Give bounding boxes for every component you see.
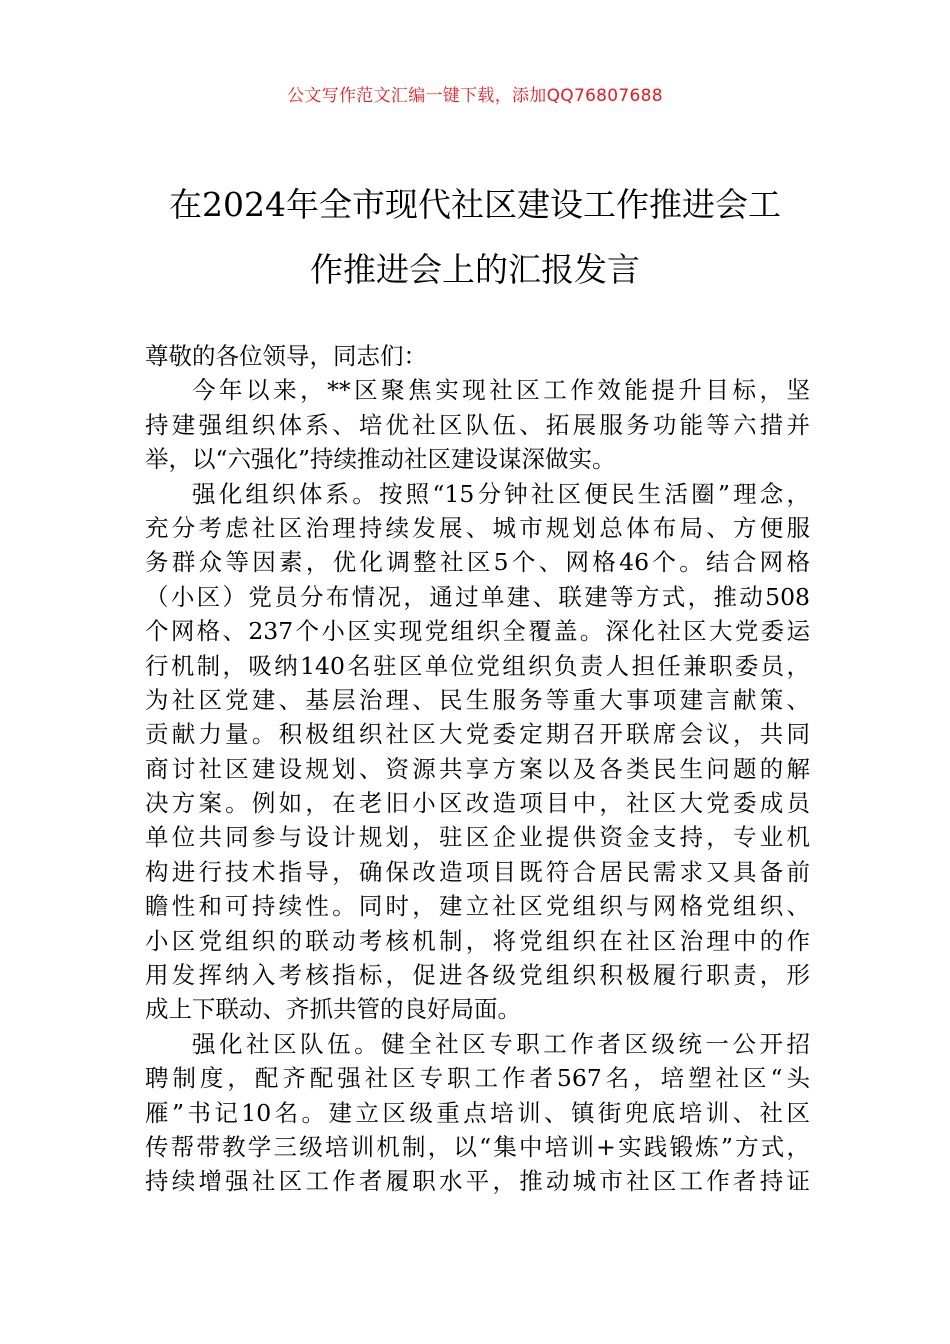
text-line: 持建强组织体系、培优社区队伍、拓展服务功能等六措并 [145,410,810,439]
text-line: 务群众等因素，优化调整社区5个、网格46个。结合网格 [145,548,810,577]
document-title [140,172,810,302]
text-line: 成上下联动、齐抓共管的良好局面。 [145,995,521,1024]
text-line: 个网格、237个小区实现党组织全覆盖。深化社区大党委运 [145,617,810,646]
title-line: 作推进会上的汇报发言 [310,250,640,289]
text-line: （小区）党员分布情况，通过单建、联建等方式，推动508 [145,582,810,611]
text-line: 聘制度，配齐配强社区专职工作者567名，培塑社区“头 [145,1064,810,1093]
text-line: 雁”书记10名。建立区级重点培训、镇街兜底培训、社区 [145,1098,810,1127]
text-line: 小区党组织的联动考核机制，将党组织在社区治理中的作 [145,926,810,955]
text-line: 构进行技术指导，确保改造项目既符合居民需求又具备前 [145,857,810,886]
text-line: 贡献力量。积极组织社区大党委定期召开联席会议，共同 [145,720,810,749]
document-body [145,339,810,1199]
text-line: 充分考虑社区治理持续发展、城市规划总体布局、方便服 [145,513,810,542]
text-line: 行机制，吸纳140名驻区单位党组织负责人担任兼职委员， [145,651,810,680]
text-line: 强化社区队伍。健全社区专职工作者区级统一公开招 [192,1029,810,1058]
title-line: 在2024年全市现代社区建设工作推进会工 [169,185,781,224]
text-line: 决方案。例如，在老旧小区改造项目中，社区大党委成员 [145,789,810,818]
text-line: 传帮带教学三级培训机制，以“集中培训+实践锻炼”方式， [145,1132,810,1161]
text-line: 用发挥纳入考核指标，促进各级党组织积极履行职责，形 [145,961,810,990]
text-line: 为社区党建、基层治理、民生服务等重大事项建言献策、 [145,685,810,714]
text-line: 强化组织体系。按照“15分钟社区便民生活圈”理念， [192,479,810,508]
download-notice: 公文写作范文汇编一键下载，添加QQ76807688 [287,86,663,106]
text-line: 今年以来，**区聚焦实现社区工作效能提升目标，坚 [192,376,810,405]
text-line: 瞻性和可持续性。同时，建立社区党组织与网格党组织、 [145,892,810,921]
text-line: 单位共同参与设计规划，驻区企业提供资金支持，专业机 [145,823,810,852]
text-line: 持续增强社区工作者履职水平，推动城市社区工作者持证 [145,1167,810,1196]
text-line: 商讨社区建设规划、资源共享方案以及各类民生问题的解 [145,754,810,783]
text-line: 举，以“六强化”持续推动社区建设谋深做实。 [145,445,616,474]
salutation: 尊敬的各位领导，同志们： [145,342,427,370]
